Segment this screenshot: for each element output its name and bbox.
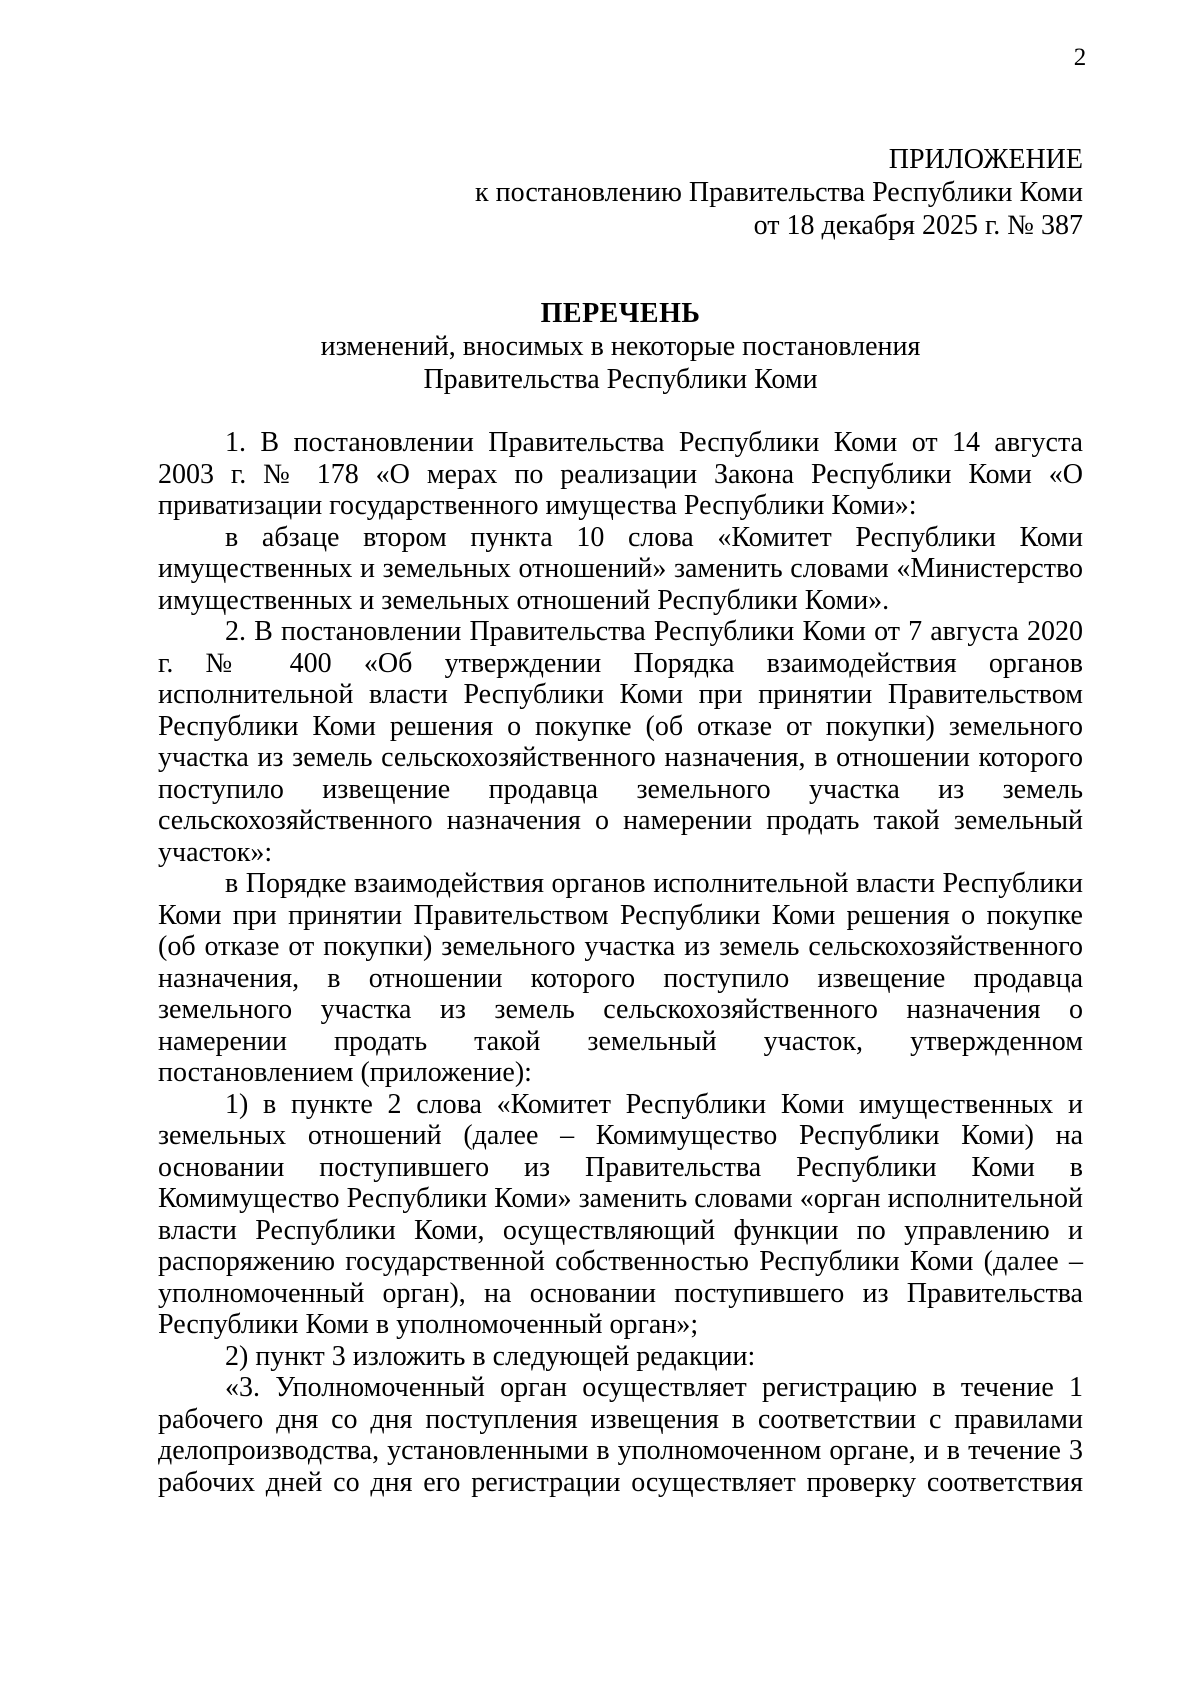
appendix-header: [475, 143, 1083, 242]
paragraph-3: 2. В постановлении Правительства Республики Коми от 7 августа 2020 г. № 400 «Об утверждении Порядка взаимодействия органов исполнительной власти Республики Коми при принятии Правительством Республики Коми решения о покупке (об отказе от покупки) земельного участка из земель сельскохозяйственного назначения, в отношении которого поступило извещение продавца земельного участка из земель сельскохозяйственного назначения о намерении продать такой земельный участок»:: [158, 616, 1083, 868]
document-subtitle-2: Правительства Республики Коми: [423, 364, 818, 395]
paragraph-5: 1) в пункте 2 слова «Комитет Республики Коми имущественных и земельных отношений (далее – Комимущество Республики Коми) на основании поступившего из Правительства Республики Коми в Комимущество Республики Коми» заменить словами «орган исполнительной власти Республики Коми, осуществляющий функции по управлению и распоряжению государственной собственностью Республики Коми (далее – уполномоченный орган), на основании поступившего из Правительства Республики Коми в уполномоченный орган»;: [158, 1088, 1083, 1340]
paragraph-6: 2) пункт 3 изложить в следующей редакции:: [225, 1340, 756, 1372]
title-block: [158, 297, 1083, 396]
paragraph-7: «3. Уполномоченный орган осуществляет регистрацию в течение 1 рабочего дня со дня поступления извещения в соответствии с правилами делопроизводства, установленными в уполномоченном органе, и в течение 3 рабочих дней со дня его регистрации осуществляет проверку соответствия: [158, 1372, 1083, 1498]
paragraph-4: в Порядке взаимодействия органов исполнительной власти Республики Коми при принятии Правительством Республики Коми решения о покупке (об отказе от покупки) земельного участка из земель сельскохозяйственного назначения, в отношении которого поступило извещение продавца земельного участка из земель сельскохозяйственного назначения о намерении продать такой земельный участок, утвержденном постановлением (приложение):: [158, 868, 1083, 1088]
paragraph-2: в абзаце втором пункта 10 слова «Комитет Республики Коми имущественных и земельных отношений» заменить словами «Министерство имущественных и земельных отношений Республики Коми».: [158, 521, 1083, 616]
page-number: 2: [1073, 44, 1087, 71]
document-title: ПЕРЕЧЕНЬ: [540, 298, 701, 329]
appendix-line-2: от 18 декабря 2025 г. № 387: [753, 210, 1083, 241]
document-body: [158, 427, 1083, 1498]
paragraph-1: 1. В постановлении Правительства Республики Коми от 14 августа 2003 г. № 178 «О мерах по реализации Закона Республики Коми «О приватизации государственного имущества Республики Коми»:: [158, 427, 1083, 521]
appendix-heading: ПРИЛОЖЕНИЕ: [888, 144, 1083, 175]
appendix-line-1: к постановлению Правительства Республики Коми: [475, 177, 1083, 208]
document-subtitle-1: изменений, вносимых в некоторые постановления: [320, 331, 921, 362]
